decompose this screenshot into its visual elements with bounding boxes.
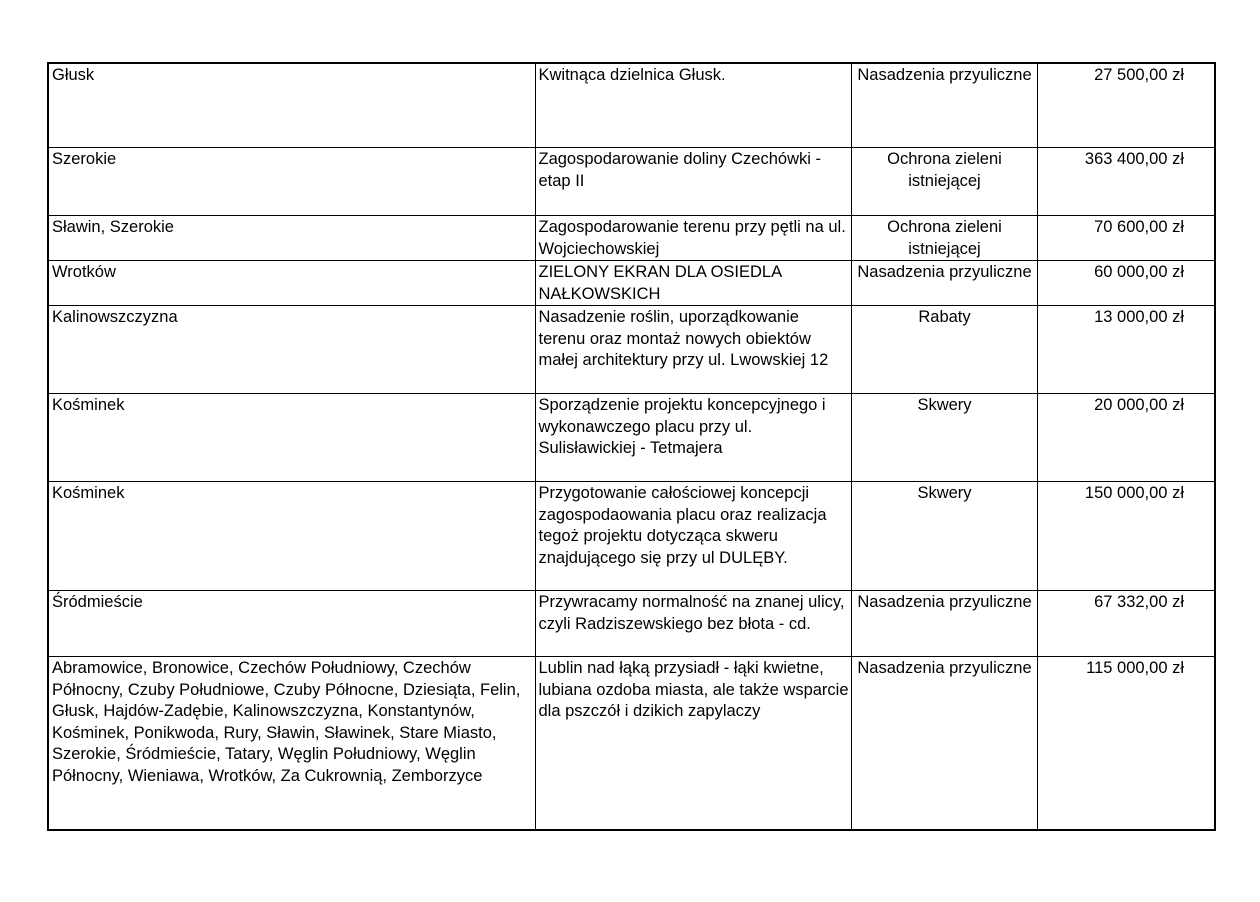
district-cell: Sławin, Szerokie xyxy=(48,216,535,261)
amount-cell: 27 500,00 zł xyxy=(1037,63,1215,148)
district-cell: Abramowice, Bronowice, Czechów Południowy, Czechów Północny, Czuby Południowe, Czuby Północne, Dziesiąta, Felin, Głusk, Hajdów-Zadębie, Kalinowszczyzna, Konstantynów, Kośminek, Ponikwoda, Rury, Sławin, Sławinek, Stare Miasto, Szerokie, Śródmieście, Tatary, Węglin Południowy, Węglin Północny, Wieniawa, Wrotków, Za Cukrownią, Zemborzyce xyxy=(48,657,535,831)
amount-cell: 70 600,00 zł xyxy=(1037,216,1215,261)
amount-cell: 67 332,00 zł xyxy=(1037,591,1215,657)
district-cell: Szerokie xyxy=(48,148,535,216)
table-row xyxy=(48,216,1215,261)
project-cell: Zagospodarowanie terenu przy pętli na ul. Wojciechowskiej xyxy=(535,216,851,261)
category-cell: Ochrona zieleni istniejącej xyxy=(851,148,1037,216)
project-cell: Przygotowanie całościowej koncepcji zagospodaowania placu oraz realizacja tegoż projektu dotycząca skweru znajdującego się przy ul DULĘBY. xyxy=(535,482,851,591)
district-cell: Śródmieście xyxy=(48,591,535,657)
project-cell: ZIELONY EKRAN DLA OSIEDLA NAŁKOWSKICH xyxy=(535,261,851,306)
amount-cell: 60 000,00 zł xyxy=(1037,261,1215,306)
district-cell: Kalinowszczyzna xyxy=(48,306,535,394)
category-cell: Nasadzenia przyuliczne xyxy=(851,63,1037,148)
table-row xyxy=(48,482,1215,591)
table-row xyxy=(48,306,1215,394)
amount-cell: 363 400,00 zł xyxy=(1037,148,1215,216)
district-cell: Wrotków xyxy=(48,261,535,306)
project-cell: Przywracamy normalność na znanej ulicy, czyli Radziszewskiego bez błota - cd. xyxy=(535,591,851,657)
category-cell: Nasadzenia przyuliczne xyxy=(851,591,1037,657)
district-cell: Kośminek xyxy=(48,482,535,591)
projects-table xyxy=(47,62,1216,831)
amount-cell: 115 000,00 zł xyxy=(1037,657,1215,831)
district-cell: Głusk xyxy=(48,63,535,148)
project-cell: Zagospodarowanie doliny Czechówki - etap II xyxy=(535,148,851,216)
category-cell: Ochrona zieleni istniejącej xyxy=(851,216,1037,261)
table-row xyxy=(48,261,1215,306)
category-cell: Skwery xyxy=(851,482,1037,591)
project-cell: Nasadzenie roślin, uporządkowanie terenu oraz montaż nowych obiektów małej architektury przy ul. Lwowskiej 12 xyxy=(535,306,851,394)
project-cell: Sporządzenie projektu koncepcyjnego i wykonawczego placu przy ul. Sulisławickiej - Tetmajera xyxy=(535,394,851,482)
table-row xyxy=(48,394,1215,482)
table-row xyxy=(48,657,1215,831)
district-cell: Kośminek xyxy=(48,394,535,482)
project-cell: Kwitnąca dzielnica Głusk. xyxy=(535,63,851,148)
category-cell: Nasadzenia przyuliczne xyxy=(851,261,1037,306)
table-row xyxy=(48,148,1215,216)
amount-cell: 150 000,00 zł xyxy=(1037,482,1215,591)
category-cell: Rabaty xyxy=(851,306,1037,394)
amount-cell: 13 000,00 zł xyxy=(1037,306,1215,394)
table-row xyxy=(48,591,1215,657)
category-cell: Skwery xyxy=(851,394,1037,482)
category-cell: Nasadzenia przyuliczne xyxy=(851,657,1037,831)
table-row xyxy=(48,63,1215,148)
project-cell: Lublin nad łąką przysiadł - łąki kwietne, lubiana ozdoba miasta, ale także wsparcie dla pszczół i dzikich zapylaczy xyxy=(535,657,851,831)
amount-cell: 20 000,00 zł xyxy=(1037,394,1215,482)
